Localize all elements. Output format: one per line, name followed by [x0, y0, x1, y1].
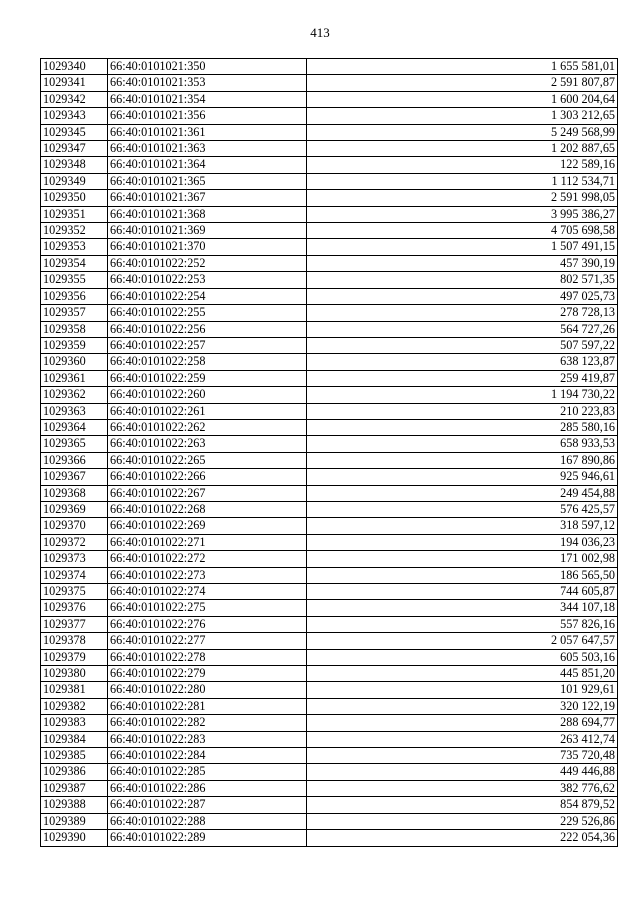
record-number-cell: 1029376: [41, 600, 108, 616]
amount-cell: 4 705 698,58: [307, 223, 618, 239]
record-number-cell: 1029381: [41, 682, 108, 698]
amount-cell: 2 591 998,05: [307, 190, 618, 206]
cadastral-number-cell: 66:40:0101021:350: [108, 59, 307, 75]
table-row: [41, 813, 618, 829]
table-row: [41, 567, 618, 583]
table-row: [41, 600, 618, 616]
cadastral-number-cell: 66:40:0101022:266: [108, 469, 307, 485]
cadastral-number-cell: 66:40:0101021:354: [108, 91, 307, 107]
amount-cell: 735 720,48: [307, 748, 618, 764]
cadastral-number-cell: 66:40:0101022:289: [108, 830, 307, 846]
record-number-cell: 1029370: [41, 518, 108, 534]
record-number-cell: 1029352: [41, 223, 108, 239]
cadastral-number-cell: 66:40:0101022:262: [108, 419, 307, 435]
cadastral-number-cell: 66:40:0101022:276: [108, 616, 307, 632]
record-number-cell: 1029366: [41, 452, 108, 468]
record-number-cell: 1029361: [41, 370, 108, 386]
amount-cell: 449 446,88: [307, 764, 618, 780]
amount-cell: 171 002,98: [307, 551, 618, 567]
cadastral-number-cell: 66:40:0101021:368: [108, 206, 307, 222]
table-row: [41, 91, 618, 107]
cadastral-number-cell: 66:40:0101022:255: [108, 305, 307, 321]
cadastral-number-cell: 66:40:0101022:275: [108, 600, 307, 616]
table-row: [41, 190, 618, 206]
table-row: [41, 534, 618, 550]
amount-cell: 318 597,12: [307, 518, 618, 534]
amount-cell: 744 605,87: [307, 584, 618, 600]
table-row: [41, 419, 618, 435]
amount-cell: 344 107,18: [307, 600, 618, 616]
cadastral-number-cell: 66:40:0101022:254: [108, 288, 307, 304]
cadastral-number-cell: 66:40:0101022:286: [108, 780, 307, 796]
cadastral-number-cell: 66:40:0101022:271: [108, 534, 307, 550]
amount-cell: 507 597,22: [307, 337, 618, 353]
record-number-cell: 1029383: [41, 715, 108, 731]
record-number-cell: 1029384: [41, 731, 108, 747]
amount-cell: 229 526,86: [307, 813, 618, 829]
record-number-cell: 1029364: [41, 419, 108, 435]
amount-cell: 457 390,19: [307, 255, 618, 271]
amount-cell: 1 655 581,01: [307, 59, 618, 75]
amount-cell: 2 591 807,87: [307, 75, 618, 91]
record-number-cell: 1029357: [41, 305, 108, 321]
table-row: [41, 731, 618, 747]
record-number-cell: 1029340: [41, 59, 108, 75]
record-number-cell: 1029380: [41, 666, 108, 682]
registry-table-body: [41, 59, 618, 847]
record-number-cell: 1029372: [41, 534, 108, 550]
record-number-cell: 1029358: [41, 321, 108, 337]
amount-cell: 3 995 386,27: [307, 206, 618, 222]
cadastral-number-cell: 66:40:0101021:365: [108, 173, 307, 189]
amount-cell: 194 036,23: [307, 534, 618, 550]
table-row: [41, 649, 618, 665]
table-row: [41, 157, 618, 173]
cadastral-number-cell: 66:40:0101022:273: [108, 567, 307, 583]
cadastral-number-cell: 66:40:0101021:363: [108, 141, 307, 157]
record-number-cell: 1029385: [41, 748, 108, 764]
record-number-cell: 1029389: [41, 813, 108, 829]
record-number-cell: 1029353: [41, 239, 108, 255]
table-row: [41, 748, 618, 764]
cadastral-number-cell: 66:40:0101021:361: [108, 124, 307, 140]
cadastral-number-cell: 66:40:0101022:284: [108, 748, 307, 764]
cadastral-number-cell: 66:40:0101022:261: [108, 403, 307, 419]
table-row: [41, 830, 618, 846]
record-number-cell: 1029365: [41, 436, 108, 452]
record-number-cell: 1029341: [41, 75, 108, 91]
amount-cell: 1 194 730,22: [307, 387, 618, 403]
amount-cell: 1 600 204,64: [307, 91, 618, 107]
table-row: [41, 485, 618, 501]
cadastral-number-cell: 66:40:0101022:280: [108, 682, 307, 698]
cadastral-number-cell: 66:40:0101022:272: [108, 551, 307, 567]
table-row: [41, 173, 618, 189]
cadastral-number-cell: 66:40:0101022:287: [108, 797, 307, 813]
amount-cell: 5 249 568,99: [307, 124, 618, 140]
amount-cell: 564 727,26: [307, 321, 618, 337]
table-row: [41, 797, 618, 813]
table-row: [41, 75, 618, 91]
record-number-cell: 1029343: [41, 108, 108, 124]
record-number-cell: 1029390: [41, 830, 108, 846]
cadastral-number-cell: 66:40:0101022:277: [108, 633, 307, 649]
amount-cell: 854 879,52: [307, 797, 618, 813]
amount-cell: 222 054,36: [307, 830, 618, 846]
cadastral-number-cell: 66:40:0101022:256: [108, 321, 307, 337]
amount-cell: 1 303 212,65: [307, 108, 618, 124]
table-row: [41, 518, 618, 534]
amount-cell: 249 454,88: [307, 485, 618, 501]
record-number-cell: 1029351: [41, 206, 108, 222]
record-number-cell: 1029378: [41, 633, 108, 649]
cadastral-number-cell: 66:40:0101022:268: [108, 501, 307, 517]
amount-cell: 658 933,53: [307, 436, 618, 452]
record-number-cell: 1029349: [41, 173, 108, 189]
table-row: [41, 59, 618, 75]
record-number-cell: 1029368: [41, 485, 108, 501]
amount-cell: 802 571,35: [307, 272, 618, 288]
record-number-cell: 1029360: [41, 354, 108, 370]
table-row: [41, 272, 618, 288]
cadastral-number-cell: 66:40:0101022:278: [108, 649, 307, 665]
record-number-cell: 1029356: [41, 288, 108, 304]
record-number-cell: 1029377: [41, 616, 108, 632]
registry-table: [40, 58, 618, 847]
table-row: [41, 370, 618, 386]
cadastral-number-cell: 66:40:0101022:285: [108, 764, 307, 780]
record-number-cell: 1029382: [41, 698, 108, 714]
amount-cell: 288 694,77: [307, 715, 618, 731]
table-row: [41, 469, 618, 485]
cadastral-number-cell: 66:40:0101021:370: [108, 239, 307, 255]
table-row: [41, 501, 618, 517]
table-row: [41, 108, 618, 124]
cadastral-number-cell: 66:40:0101022:283: [108, 731, 307, 747]
cadastral-number-cell: 66:40:0101021:353: [108, 75, 307, 91]
cadastral-number-cell: 66:40:0101022:259: [108, 370, 307, 386]
table-row: [41, 305, 618, 321]
table-row: [41, 698, 618, 714]
cadastral-number-cell: 66:40:0101022:274: [108, 584, 307, 600]
table-row: [41, 387, 618, 403]
amount-cell: 259 419,87: [307, 370, 618, 386]
record-number-cell: 1029355: [41, 272, 108, 288]
amount-cell: 605 503,16: [307, 649, 618, 665]
table-row: [41, 452, 618, 468]
cadastral-number-cell: 66:40:0101021:369: [108, 223, 307, 239]
table-row: [41, 633, 618, 649]
record-number-cell: 1029363: [41, 403, 108, 419]
record-number-cell: 1029379: [41, 649, 108, 665]
amount-cell: 2 057 647,57: [307, 633, 618, 649]
record-number-cell: 1029354: [41, 255, 108, 271]
table-row: [41, 321, 618, 337]
amount-cell: 210 223,83: [307, 403, 618, 419]
record-number-cell: 1029373: [41, 551, 108, 567]
table-row: [41, 288, 618, 304]
amount-cell: 1 112 534,71: [307, 173, 618, 189]
table-row: [41, 337, 618, 353]
cadastral-number-cell: 66:40:0101022:281: [108, 698, 307, 714]
table-row: [41, 436, 618, 452]
cadastral-number-cell: 66:40:0101022:252: [108, 255, 307, 271]
table-row: [41, 584, 618, 600]
amount-cell: 638 123,87: [307, 354, 618, 370]
table-row: [41, 551, 618, 567]
record-number-cell: 1029369: [41, 501, 108, 517]
table-row: [41, 682, 618, 698]
record-number-cell: 1029362: [41, 387, 108, 403]
amount-cell: 1 202 887,65: [307, 141, 618, 157]
cadastral-number-cell: 66:40:0101022:279: [108, 666, 307, 682]
table-row: [41, 403, 618, 419]
table-row: [41, 354, 618, 370]
amount-cell: 263 412,74: [307, 731, 618, 747]
record-number-cell: 1029388: [41, 797, 108, 813]
amount-cell: 576 425,57: [307, 501, 618, 517]
amount-cell: 101 929,61: [307, 682, 618, 698]
table-row: [41, 616, 618, 632]
cadastral-number-cell: 66:40:0101022:288: [108, 813, 307, 829]
amount-cell: 278 728,13: [307, 305, 618, 321]
record-number-cell: 1029359: [41, 337, 108, 353]
record-number-cell: 1029345: [41, 124, 108, 140]
amount-cell: 382 776,62: [307, 780, 618, 796]
record-number-cell: 1029374: [41, 567, 108, 583]
cadastral-number-cell: 66:40:0101022:263: [108, 436, 307, 452]
cadastral-number-cell: 66:40:0101022:253: [108, 272, 307, 288]
cadastral-number-cell: 66:40:0101022:265: [108, 452, 307, 468]
cadastral-number-cell: 66:40:0101021:367: [108, 190, 307, 206]
table-row: [41, 141, 618, 157]
table-row: [41, 124, 618, 140]
record-number-cell: 1029347: [41, 141, 108, 157]
record-number-cell: 1029367: [41, 469, 108, 485]
table-row: [41, 255, 618, 271]
table-row: [41, 764, 618, 780]
table-row: [41, 223, 618, 239]
page-number: 413: [310, 25, 330, 40]
cadastral-number-cell: 66:40:0101022:267: [108, 485, 307, 501]
table-row: [41, 715, 618, 731]
amount-cell: 445 851,20: [307, 666, 618, 682]
record-number-cell: 1029375: [41, 584, 108, 600]
table-row: [41, 666, 618, 682]
amount-cell: 557 826,16: [307, 616, 618, 632]
record-number-cell: 1029348: [41, 157, 108, 173]
amount-cell: 122 589,16: [307, 157, 618, 173]
amount-cell: 285 580,16: [307, 419, 618, 435]
cadastral-number-cell: 66:40:0101022:282: [108, 715, 307, 731]
table-row: [41, 780, 618, 796]
cadastral-number-cell: 66:40:0101022:269: [108, 518, 307, 534]
amount-cell: 186 565,50: [307, 567, 618, 583]
amount-cell: 167 890,86: [307, 452, 618, 468]
cadastral-number-cell: 66:40:0101022:258: [108, 354, 307, 370]
record-number-cell: 1029386: [41, 764, 108, 780]
table-row: [41, 206, 618, 222]
cadastral-number-cell: 66:40:0101021:356: [108, 108, 307, 124]
record-number-cell: 1029350: [41, 190, 108, 206]
record-number-cell: 1029387: [41, 780, 108, 796]
cadastral-number-cell: 66:40:0101022:260: [108, 387, 307, 403]
amount-cell: 320 122,19: [307, 698, 618, 714]
amount-cell: 925 946,61: [307, 469, 618, 485]
amount-cell: 1 507 491,15: [307, 239, 618, 255]
amount-cell: 497 025,73: [307, 288, 618, 304]
table-row: [41, 239, 618, 255]
record-number-cell: 1029342: [41, 91, 108, 107]
cadastral-number-cell: 66:40:0101022:257: [108, 337, 307, 353]
cadastral-number-cell: 66:40:0101021:364: [108, 157, 307, 173]
